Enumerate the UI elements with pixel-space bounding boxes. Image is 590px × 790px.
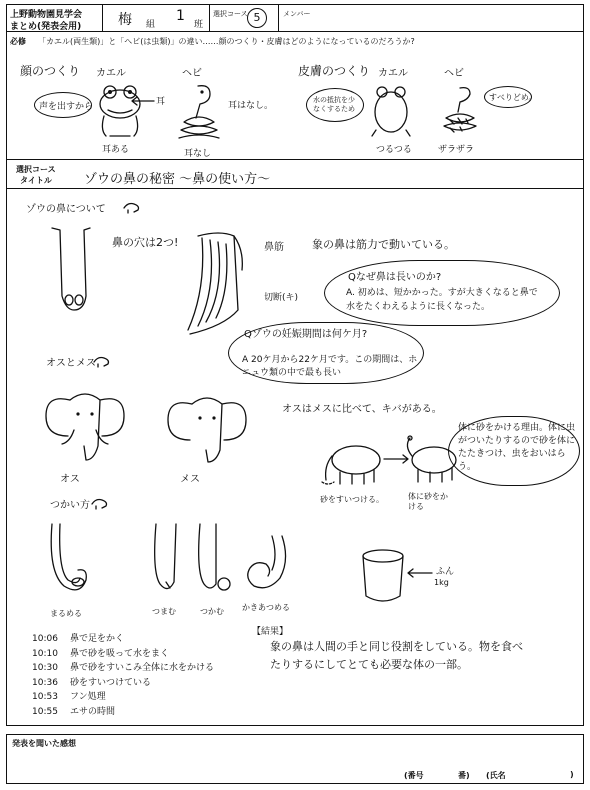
timeline-row: 10:36 砂をすいつけている (32, 677, 152, 688)
trunk-muscle-drawing (180, 230, 260, 340)
snake-skin-bubble-text: すべりどめ。 (489, 93, 537, 102)
frog-skin-drawing (366, 82, 416, 138)
elephant-suck-sand-drawing (318, 440, 388, 490)
frog-ear-arrow-label: 耳 (156, 97, 166, 107)
course-label: 選択コース (213, 10, 248, 18)
elective-label-line1: 選択コース (16, 165, 56, 174)
q1-question: Qなぜ鼻は長いのか? (348, 272, 442, 283)
timeline-row: 10:53 フン処理 (32, 692, 106, 702)
timeline-row: 10:10 鼻で砂を吸って水をまく (32, 648, 170, 659)
timeline-list (32, 632, 214, 719)
male-label: オス (60, 474, 80, 485)
result-label: 【結果】 (252, 627, 289, 637)
skin-frog-label: カエル (378, 68, 408, 79)
class-name: 梅 (118, 12, 132, 28)
frog-face-drawing (90, 82, 150, 142)
trunk-front-drawing (46, 226, 96, 316)
feedback-name-label: (氏名 (486, 771, 506, 780)
nostrils-note: 鼻の穴は2つ! (112, 236, 179, 249)
snake-face-drawing (176, 82, 222, 142)
usage-pinch-label: つまむ (152, 607, 176, 616)
group-number: 1 (176, 8, 185, 24)
course-number: 5 (247, 8, 267, 28)
usage-hook-label: つかむ (200, 607, 224, 616)
elephant-head-icon (122, 202, 142, 214)
feedback-number-label: (番号 (404, 771, 424, 780)
timeline-row: 10:06 鼻で足をかく (32, 634, 125, 644)
male-elephant-drawing (40, 386, 130, 462)
snake-no-ear: 耳はなし。 (228, 101, 274, 111)
member-label: メンバー (283, 10, 311, 18)
frog-ear-arrow (128, 96, 158, 106)
face-frog-label: カエル (96, 68, 126, 79)
result-text: 象の鼻は人間の手と同じ役割をしている。物を食べたりするにしてとても必要な体の一部。 (270, 640, 523, 671)
q1-answer: A. 初めは、短かかった。すが大きくなると鼻で水をたくわえるように長くなった。 (346, 288, 538, 312)
usage-hook-drawing (194, 522, 238, 602)
tusk-note: オスはメスに比べて、キバがある。 (282, 404, 442, 415)
skin-snake-label: ヘビ (444, 68, 464, 79)
face-title: 顔のつくり (20, 64, 81, 78)
elephant-head-icon-3 (90, 498, 110, 510)
muscle-note: 象の鼻は筋力で動いている。 (312, 238, 455, 251)
school-title-line1: 上野動物園見学会 (10, 10, 83, 20)
snake-skin-drawing (440, 82, 480, 138)
q2-question: Qゾウの妊娠期間は何ケ月? (244, 329, 368, 340)
skin-title: 皮膚のつくり (298, 64, 371, 78)
elephant-head-icon-2 (92, 356, 112, 368)
cross-section-label: 切断(キ) (264, 293, 299, 303)
school-title-line2: まとめ(発表会用) (10, 22, 82, 32)
q2-answer: A 20ケ月から22ケ月です。この期間は、ホニュウ類の中で最も長い (242, 355, 418, 378)
usage-curl-drawing (46, 522, 96, 602)
frog-skin-texture: つるつる (376, 145, 412, 155)
dung-weight: 1kg (434, 578, 449, 587)
elephant-throw-sand-drawing (404, 436, 468, 486)
feedback-name-close: ) (570, 770, 574, 779)
dung-label: ふん (436, 567, 455, 577)
timeline-row: 10:55 エサの時間 (32, 706, 116, 717)
nose-section-heading: ゾウの鼻について (26, 204, 106, 215)
worksheet (6, 4, 584, 784)
sex-section-heading: オスとメス (46, 358, 96, 369)
muscle-label: 鼻筋 (264, 242, 284, 253)
elective-title: ゾウの鼻の秘密 ～鼻の使い方～ (84, 172, 271, 187)
frog-has-ear: 耳ある (102, 145, 130, 155)
frog-face-bubble-text: 声を出すから (39, 102, 94, 112)
usage-section-heading: つかい方 (50, 500, 90, 511)
class-unit-label: 組 (146, 20, 156, 30)
female-elephant-drawing (162, 390, 252, 466)
usage-curl-label: まるめる (50, 609, 82, 618)
required-label: 必修 (10, 37, 26, 46)
feedback-number-unit: 番) (458, 771, 470, 780)
required-question: 「カエル(両生類)」と「ヘビ(は虫類)」の違い……顔のつくり・皮膚はどのようになっているのだろうか? (38, 37, 415, 46)
frog-skin-bubble-text: 水の抵抗を少なくするため (313, 96, 355, 113)
sand-reason-text: 体に砂をかける理由。体に虫がついたりするので砂を体にたたきつけ、虫をおいはらう。 (458, 423, 576, 472)
group-unit-label: 班 (194, 20, 204, 30)
feedback-label: 発表を聞いた感想 (12, 739, 76, 748)
dung-drawing (358, 548, 408, 608)
face-snake-label: ヘビ (182, 68, 202, 79)
snake-skin-texture: ザラザラ (438, 145, 475, 155)
sand-throw-label: 体に砂をかける (408, 492, 448, 511)
usage-gather-drawing (242, 534, 292, 594)
usage-gather-label: かきあつめる (242, 603, 290, 612)
female-label: メス (180, 474, 200, 485)
timeline-row: 10:30 鼻で砂をすいこみ全体に水をかける (32, 663, 215, 673)
dung-arrow (404, 568, 434, 578)
usage-pinch-drawing (148, 522, 184, 602)
elective-label-line2: タイトル (20, 176, 52, 185)
sand-suck-label: 砂をすいつける。 (320, 495, 384, 504)
snake-no-ear-below: 耳なし (184, 149, 212, 159)
